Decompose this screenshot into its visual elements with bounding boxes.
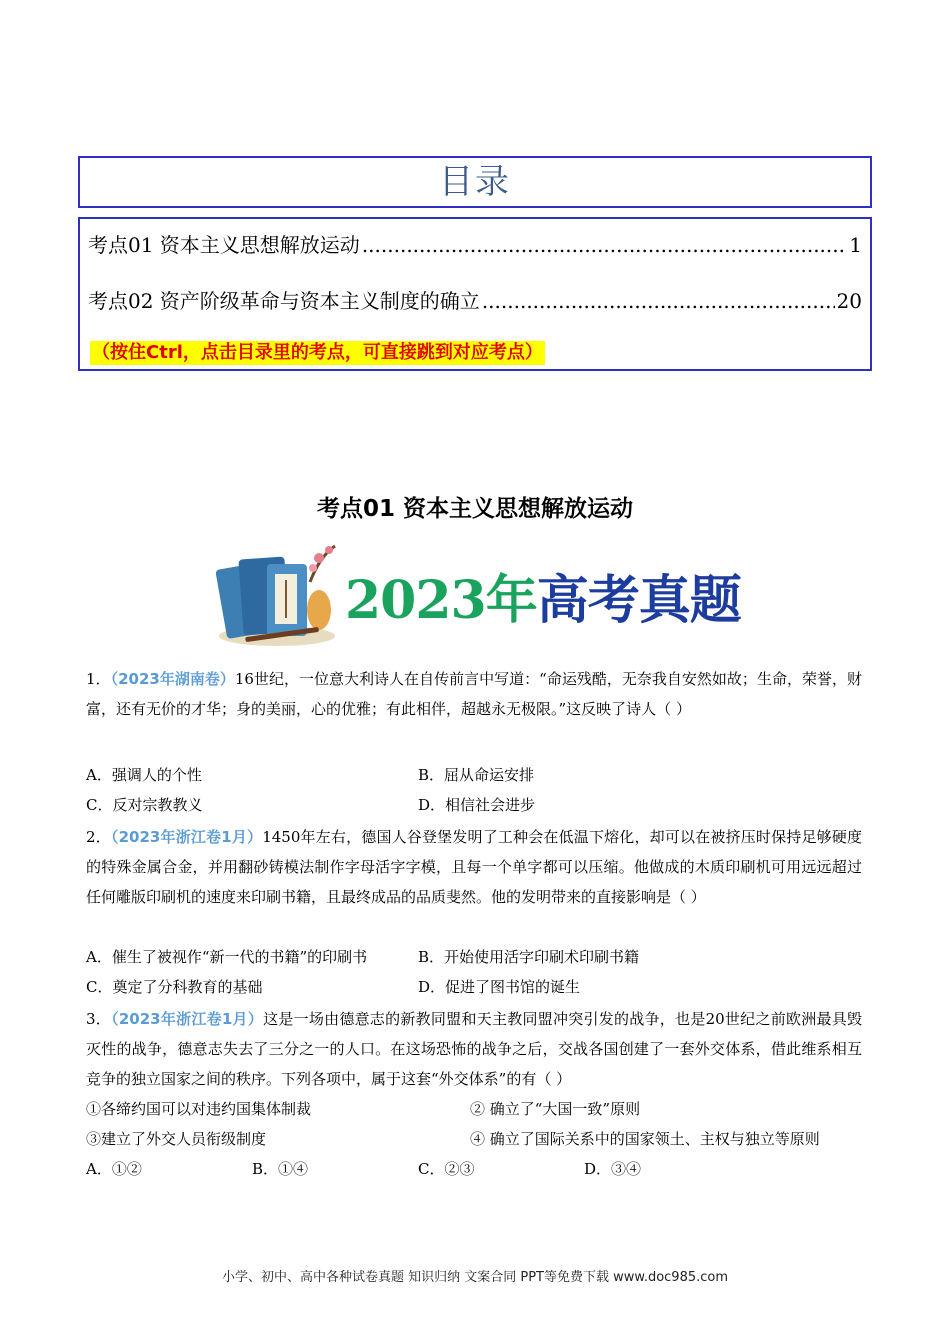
question-number: 1． xyxy=(86,670,111,688)
question-source: （2023年湖南卷） xyxy=(110,670,235,688)
option-c[interactable]: C．奠定了分科教育的基础 xyxy=(86,978,263,996)
toc-hint: （按住Ctrl，点击目录里的考点，可直接跳到对应考点） xyxy=(92,342,543,363)
toc-leader-dots xyxy=(362,233,847,257)
question-number: 3． xyxy=(86,1010,112,1028)
option-c[interactable]: C．反对宗教教义 xyxy=(86,796,203,814)
question-source: （2023年浙江卷1月） xyxy=(110,828,263,846)
option-a[interactable]: A．①② xyxy=(86,1160,142,1178)
toc-entry-page[interactable]: 1 xyxy=(849,233,862,257)
banner xyxy=(215,536,741,650)
question-2 xyxy=(86,822,862,912)
option-b[interactable]: B．屈从命运安排 xyxy=(418,766,535,784)
statement-1: ①各缔约国可以对违约国集体制裁 xyxy=(86,1100,312,1118)
toc-entry-label[interactable]: 考点02 资产阶级革命与资本主义制度的确立 xyxy=(88,289,480,313)
toc-entry-1[interactable] xyxy=(88,229,862,258)
toc-entry-label[interactable]: 考点01 资本主义思想解放运动 xyxy=(88,233,360,257)
toc-title-box xyxy=(78,156,872,208)
books-icon xyxy=(215,536,345,650)
question-3 xyxy=(86,1004,862,1094)
toc-box xyxy=(78,217,872,371)
toc-entry-page[interactable]: 20 xyxy=(836,289,862,313)
question-1 xyxy=(86,664,862,724)
banner-title: 高考真题 xyxy=(536,570,741,631)
option-c[interactable]: C．②③ xyxy=(418,1160,475,1178)
section-heading: 考点01 资本主义思想解放运动 xyxy=(316,496,633,522)
statement-2: ② 确立了“大国一致”原则 xyxy=(470,1100,641,1118)
toc-leader-dots xyxy=(482,289,835,313)
banner-text xyxy=(345,558,741,633)
statement-3: ③建立了外交人员衔级制度 xyxy=(86,1130,267,1148)
question-stem: 1450年左右，德国人谷登堡发明了工种会在低温下熔化，却可以在被挤压时保持足够硬度的特殊金属合金，并用翻砂铸模法制作字母活字字模，且每一个单字都可以压缩。他做成的木质印刷机可用远远超过任何雕版印刷机的速度来印刷书籍，且最终成品的品质斐然。他的发明带来的直接影响是（ ） xyxy=(86,828,862,906)
option-d[interactable]: D．③④ xyxy=(584,1160,642,1178)
option-b[interactable]: B．①④ xyxy=(252,1160,309,1178)
banner-year: 2023年 xyxy=(345,570,537,631)
question-number: 2． xyxy=(86,828,111,846)
page-footer: 小学、初中、高中各种试卷真题 知识归纳 文案合同 PPT等免费下载 www.doc985.com xyxy=(221,1270,729,1285)
statement-4: ④ 确立了国际关系中的国家领土、主权与独立等原则 xyxy=(470,1130,820,1148)
question-stem: 这是一场由德意志的新教同盟和天主教同盟冲突引发的战争，也是20世纪之前欧洲最具毁灭性的战争，德意志失去了三分之一的人口。在这场恐怖的战争之后，交战各国创建了一套外交体系，借此维系相互竞争的独立国家之间的秩序。下列各项中，属于这套“外交体系”的有（ ） xyxy=(86,1010,862,1088)
option-d[interactable]: D．促进了图书馆的诞生 xyxy=(418,978,581,996)
question-source: （2023年浙江卷1月） xyxy=(111,1010,264,1028)
option-b[interactable]: B．开始使用活字印刷术印刷书籍 xyxy=(418,948,640,966)
toc-entry-2[interactable] xyxy=(88,285,862,314)
option-d[interactable]: D．相信社会进步 xyxy=(418,796,536,814)
question-stem: 16世纪，一位意大利诗人在自传前言中写道：“命运残酷，无奈我自安然如故；生命，荣誉，财富，还有无价的才华；身的美丽，心的优雅；有此相伴，超越永无极限。”这反映了诗人（ ） xyxy=(86,670,862,718)
option-a[interactable]: A．强调人的个性 xyxy=(86,766,202,784)
toc-title: 目录 xyxy=(439,162,511,202)
option-a[interactable]: A．催生了被视作“新一代的书籍”的印刷书 xyxy=(86,948,368,966)
